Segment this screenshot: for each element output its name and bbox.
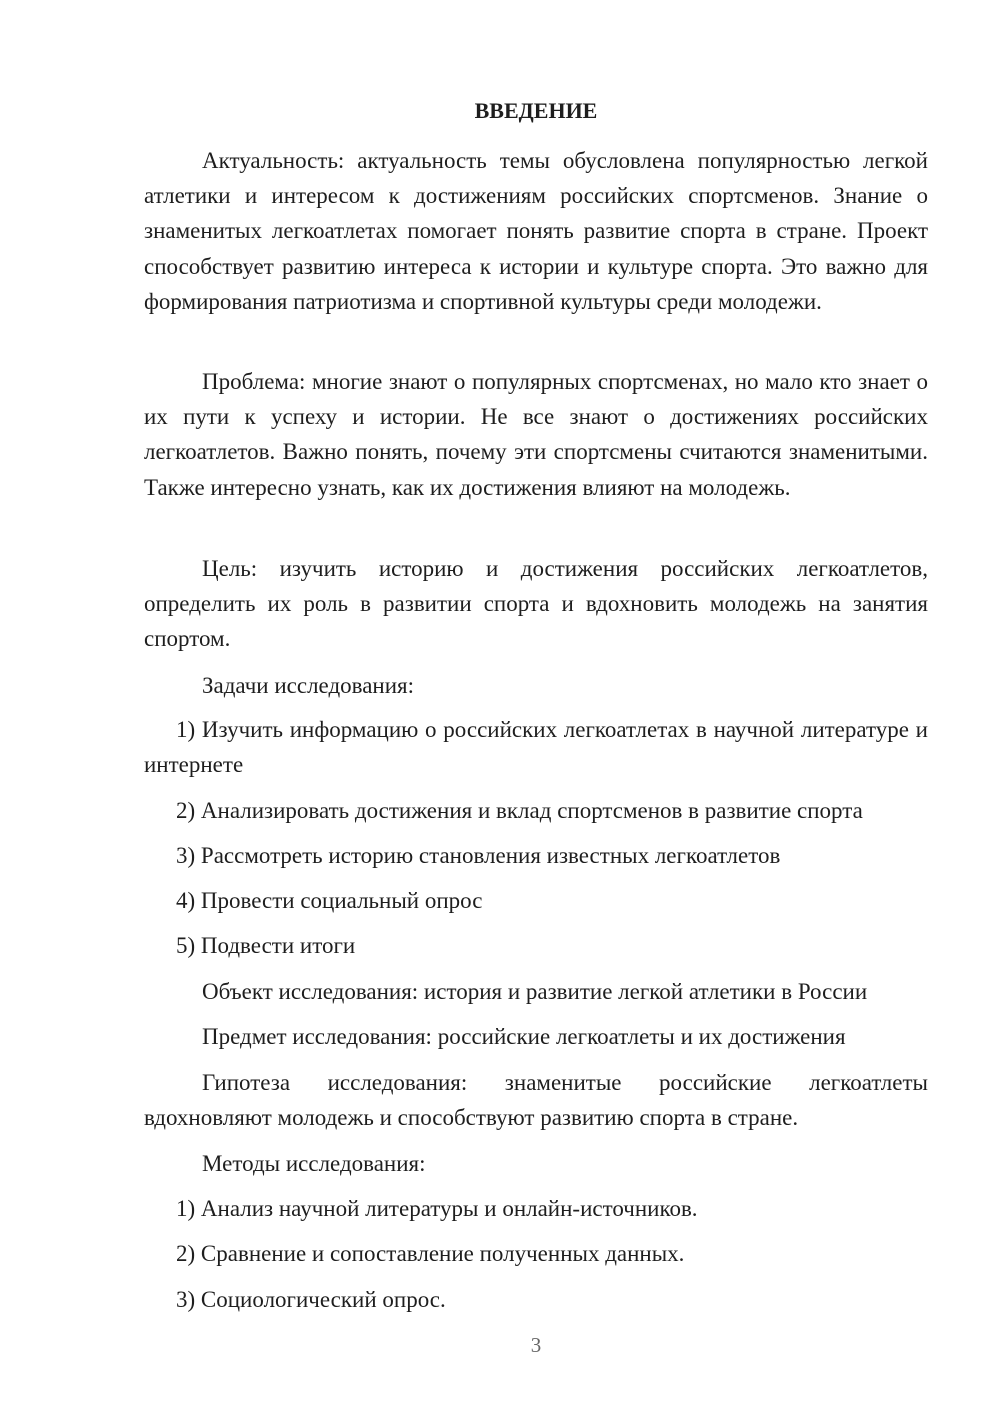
method-item: 2) Сравнение и сопоставление полученных данных. bbox=[176, 1241, 685, 1266]
problem-paragraph: Проблема: многие знают о популярных спортсменах, но мало кто знает о их пути к успеху и истории. Не все знают о достижениях российских легкоатлетов. Важно понять, почему эти спортсмены считаются знаменитыми. Также интересно узнать, как их достижения влияют на молодежь. bbox=[144, 369, 928, 500]
subject-line: Предмет исследования: российские легкоатлеты и их достижения bbox=[202, 1024, 846, 1049]
method-item: 1) Анализ научной литературы и онлайн-источников. bbox=[176, 1196, 698, 1221]
hypothesis-paragraph: Гипотеза исследования: знаменитые российские легкоатлеты вдохновляют молодежь и способствуют развитию спорта в стране. bbox=[144, 1070, 928, 1131]
task-item: 5) Подвести итоги bbox=[176, 933, 356, 958]
tasks-heading: Задачи исследования: bbox=[202, 673, 415, 698]
object-line: Объект исследования: история и развитие легкой атлетики в России bbox=[202, 979, 868, 1004]
task-item: 3) Рассмотреть историю становления известных легкоатлетов bbox=[176, 843, 781, 868]
task-item: 2) Анализировать достижения и вклад спортсменов в развитие спорта bbox=[176, 798, 863, 823]
page-number: 3 bbox=[530, 1333, 542, 1357]
methods-heading: Методы исследования: bbox=[202, 1151, 426, 1176]
task-item: 4) Провести социальный опрос bbox=[176, 888, 483, 913]
relevance-paragraph: Актуальность: актуальность темы обусловлена популярностью легкой атлетики и интересом к достижениям российских спортсменов. Знание о знаменитых легкоатлетах помогает понять развитие спорта в стране. Проект способствует развитию интереса к истории и культуре спорта. Это важно для формирования патриотизма и спортивной культуры среди молодежи. bbox=[144, 148, 928, 314]
task-item: 1) Изучить информацию о российских легкоатлетах в научной литературе и интернете bbox=[144, 717, 928, 778]
page-title: ВВЕДЕНИЕ bbox=[474, 98, 598, 123]
goal-paragraph: Цель: изучить историю и достижения российских легкоатлетов, определить их роль в развитии спорта и вдохновить молодежь на занятия спортом. bbox=[144, 556, 928, 652]
method-item: 3) Социологический опрос. bbox=[176, 1287, 446, 1312]
